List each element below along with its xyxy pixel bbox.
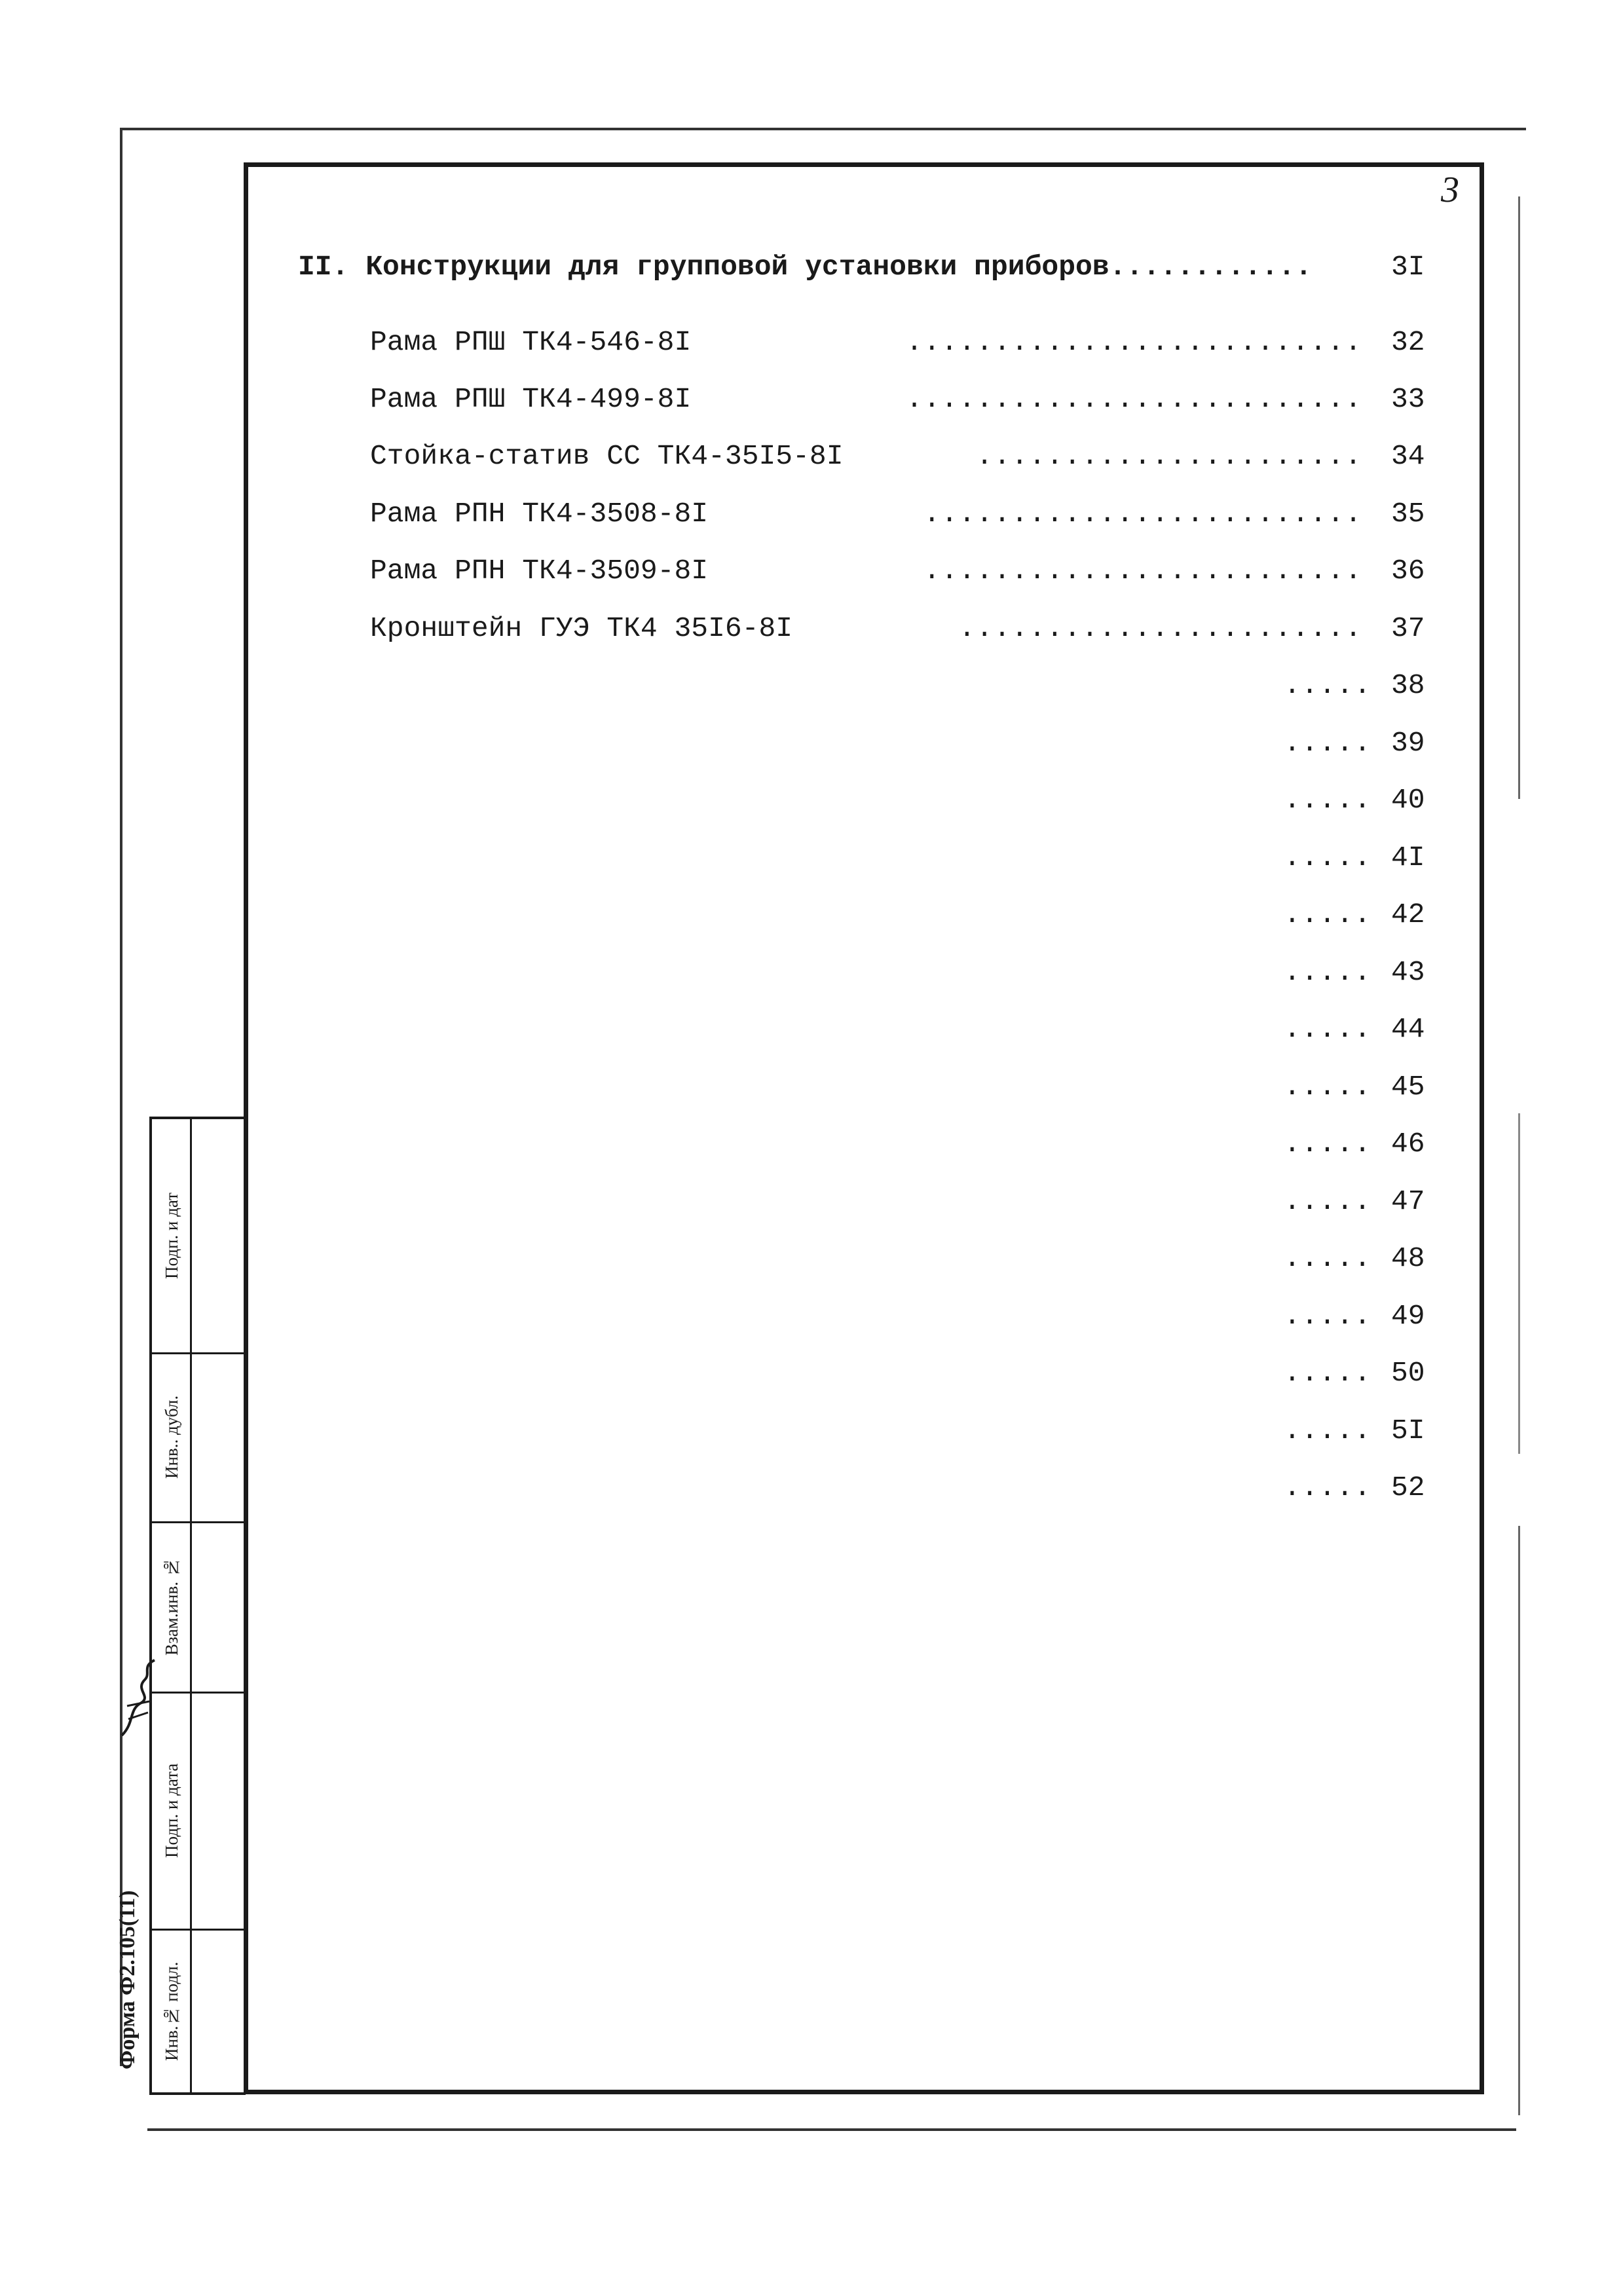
toc-page-leader: ..... bbox=[1284, 727, 1372, 759]
toc-page-leader: ..... bbox=[1284, 1013, 1372, 1045]
toc-entry-page: 37 bbox=[1391, 612, 1425, 644]
section-page-number: 3I bbox=[1391, 251, 1425, 283]
stamp-label-podp-data: Подп. и дата bbox=[162, 1763, 181, 1858]
toc-entry-leader: .......................... bbox=[906, 326, 1362, 358]
toc-page-leader: ..... bbox=[1284, 1185, 1372, 1217]
toc-page-number: 47 bbox=[1391, 1185, 1425, 1217]
toc-entry-title: Рама РПН ТК4-3508-8I bbox=[370, 498, 709, 530]
section-title bbox=[298, 251, 1312, 283]
toc-page-number: 42 bbox=[1391, 898, 1425, 931]
toc-page-leader: ..... bbox=[1284, 898, 1372, 931]
toc-page-leader: ..... bbox=[1284, 669, 1372, 701]
toc-entry-page: 32 bbox=[1391, 326, 1425, 358]
signature-mark bbox=[115, 1657, 161, 1742]
toc-page-number: 45 bbox=[1391, 1071, 1425, 1103]
outer-frame-top-line bbox=[121, 128, 1526, 130]
outer-frame-bottom-line bbox=[147, 2128, 1516, 2131]
stamp-label-inv-podl: Инв.№ подл. bbox=[162, 1961, 181, 2062]
toc-page-number: 38 bbox=[1391, 669, 1425, 701]
toc-entry-leader: ......................... bbox=[923, 498, 1362, 530]
outer-frame-left-line bbox=[120, 128, 122, 2066]
toc-entry-leader: .......................... bbox=[906, 383, 1362, 415]
toc-page-number: 43 bbox=[1391, 956, 1425, 988]
stamp-divider bbox=[152, 1692, 246, 1694]
toc-page-number: 4I bbox=[1391, 842, 1425, 874]
toc-entry-title: Стойка-статив СС ТК4-35I5-8I bbox=[370, 440, 844, 472]
toc-page-leader: ..... bbox=[1284, 956, 1372, 988]
toc-entry-title: Кронштейн ГУЭ ТК4 35I6-8I bbox=[370, 612, 793, 644]
toc-entry-title: Рама РПШ ТК4-546-8I bbox=[370, 326, 692, 358]
toc-page-leader: ..... bbox=[1284, 1415, 1372, 1447]
stamp-label-inv-dubl: Инв.. дубл. bbox=[162, 1395, 181, 1479]
page-number: 3 bbox=[1441, 170, 1459, 210]
toc-entry-page: 33 bbox=[1391, 383, 1425, 415]
toc-page-number: 40 bbox=[1391, 784, 1425, 816]
toc-entry-title: Рама РПН ТК4-3509-8I bbox=[370, 555, 709, 587]
stamp-divider bbox=[152, 1929, 246, 1931]
toc-page-number: 52 bbox=[1391, 1472, 1425, 1504]
toc-entry-page: 35 bbox=[1391, 498, 1425, 530]
toc-page-leader: ..... bbox=[1284, 1242, 1372, 1274]
toc-page-number: 50 bbox=[1391, 1357, 1425, 1389]
toc-page-number: 39 bbox=[1391, 727, 1425, 759]
stamp-column bbox=[149, 1117, 246, 2095]
outer-frame-right-line bbox=[1518, 1526, 1520, 2115]
toc-page-leader: ..... bbox=[1284, 1300, 1372, 1332]
toc-entry-leader: ....................... bbox=[958, 612, 1362, 644]
toc-page-leader: ..... bbox=[1284, 784, 1372, 816]
form-label: Форма Ф2.105(11) bbox=[115, 1890, 140, 2069]
stamp-divider bbox=[152, 1352, 246, 1354]
toc-page-number: 44 bbox=[1391, 1013, 1425, 1045]
stamp-label-podp-dat: Подп. и дат bbox=[162, 1193, 181, 1280]
toc-page-number: 46 bbox=[1391, 1128, 1425, 1160]
toc-page-number: 48 bbox=[1391, 1242, 1425, 1274]
stamp-divider bbox=[152, 1521, 246, 1523]
toc-entry-page: 36 bbox=[1391, 555, 1425, 587]
toc-page-leader: ..... bbox=[1284, 1472, 1372, 1504]
outer-frame-right-line bbox=[1518, 1113, 1520, 1454]
stamp-label-vzam-inv: Взам.инв. № bbox=[162, 1557, 181, 1656]
toc-page-leader: ..... bbox=[1284, 1071, 1372, 1103]
toc-entry-title: Рама РПШ ТК4-499-8I bbox=[370, 383, 692, 415]
outer-frame-right-line bbox=[1518, 196, 1520, 799]
toc-entry-leader: ...................... bbox=[976, 440, 1362, 472]
stamp-divider bbox=[190, 1119, 192, 2092]
toc-entry-page: 34 bbox=[1391, 440, 1425, 472]
section-leader: ............ bbox=[1109, 251, 1313, 283]
toc-page-number: 49 bbox=[1391, 1300, 1425, 1332]
toc-page-leader: ..... bbox=[1284, 842, 1372, 874]
toc-page-leader: ..... bbox=[1284, 1357, 1372, 1389]
section-title-text: II. Конструкции для групповой установки приборов bbox=[298, 251, 1109, 283]
toc-page-leader: ..... bbox=[1284, 1128, 1372, 1160]
toc-page-number: 5I bbox=[1391, 1415, 1425, 1447]
toc-entry-leader: ......................... bbox=[923, 555, 1362, 587]
